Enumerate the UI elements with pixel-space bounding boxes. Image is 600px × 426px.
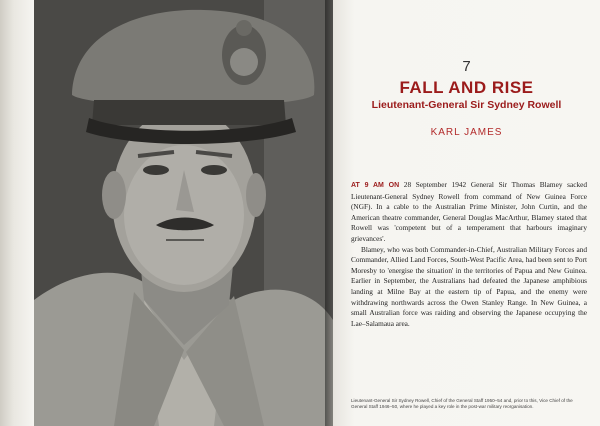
- body-text: [351, 180, 587, 329]
- page-edge: [0, 0, 34, 426]
- author-name: KARL JAMES: [430, 127, 503, 138]
- chapter-title: FALL AND RISE: [399, 78, 534, 97]
- lead-in: AT 9 AM ON: [351, 182, 400, 189]
- chapter-subtitle: Lieutenant-General Sir Sydney Rowell: [371, 99, 562, 111]
- photo-caption: Lieutenant-General Sir Sydney Rowell, Chief of the General Staff 1950–54 and, prior to this, Vice Chief of the General Staff 1946–50, where he played a key role in the post-war military reorganisation.: [351, 398, 573, 409]
- paragraph-1: [351, 180, 587, 245]
- portrait-photo: [34, 0, 333, 426]
- portrait-illustration: [34, 0, 333, 426]
- paragraph-2: Blamey, who was both Commander-in-Chief, Australian Military Forces and Commander, Allied Land Forces, South-West Pacific Area, had been sent to Port Moresby to 'energise the situation' in the territories of Papua and New Guinea. Earlier in September, the Australians had defeated the Japanese amphibious landing at Milne Bay at the eastern tip of Papua, and the enemy were withdrawing northwards across the Owen Stanley Range. In New Guinea, a small Australian force was raiding and observing the Japanese occupying the Lae–Salamaua area.: [351, 244, 587, 328]
- paragraph-1-text: 28 September 1942 General Sir Thomas Blamey sacked Lieutenant-General Sydney Rowell from command of New Guinea Force (NGF). In a cable to the Australian Prime Minister, John Curtin, and the American theatre commander, General Douglas MacArthur, Blamey stated that Rowell was 'competent but of a temperament that harbours imaginary grievances'.: [351, 180, 587, 243]
- right-page: [333, 0, 600, 426]
- chapter-number: 7: [462, 58, 471, 75]
